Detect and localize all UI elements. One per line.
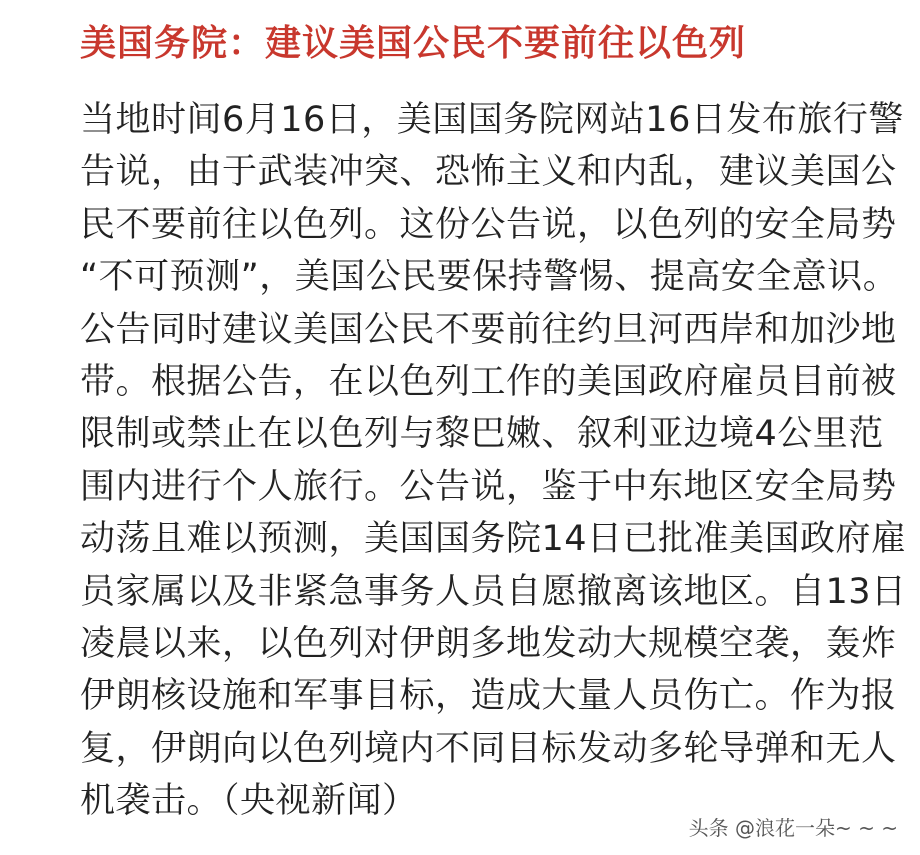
- source-watermark: 头条 @浪花一朵~ ~ ~: [688, 816, 898, 840]
- article-line: 民不要前往以色列。这份公告说，以色列的安全局势: [80, 204, 897, 245]
- article-line: 公告同时建议美国公民不要前往约旦河西岸和加沙地: [80, 309, 897, 350]
- article-line: 带。根据公告，在以色列工作的美国政府雇员目前被: [80, 361, 897, 402]
- article-line: 凌晨以来，以色列对伊朗多地发动大规模空袭，轰炸: [80, 623, 897, 664]
- article-line: 机袭击。（央视新闻）: [80, 781, 418, 822]
- article-line: 当地时间6月16日，美国国务院网站16日发布旅行警: [80, 100, 904, 140]
- article-line: 复，伊朗向以色列境内不同目标发动多轮导弹和无人: [80, 728, 897, 769]
- article-line: 限制或禁止在以色列与黎巴嫩、叙利亚边境4公里范: [80, 414, 884, 455]
- article-body: [80, 94, 907, 827]
- article-line: “不可预测”，美国公民要保持警惕、提高安全意识。: [80, 257, 899, 298]
- article-line: 告说，由于武装冲突、恐怖主义和内乱，建议美国公: [80, 152, 897, 193]
- article-line: 围内进行个人旅行。公告说，鉴于中东地区安全局势: [80, 466, 897, 507]
- article-title: 美国务院：建议美国公民不要前往以色列: [80, 23, 747, 64]
- article-line: 动荡且难以预测，美国国务院14日已批准美国政府雇: [80, 519, 907, 560]
- article-line: 员家属以及非紧急事务人员自愿撤离该地区。自13日: [80, 571, 907, 612]
- article-line: 伊朗核设施和军事目标，造成大量人员伤亡。作为报: [80, 676, 897, 717]
